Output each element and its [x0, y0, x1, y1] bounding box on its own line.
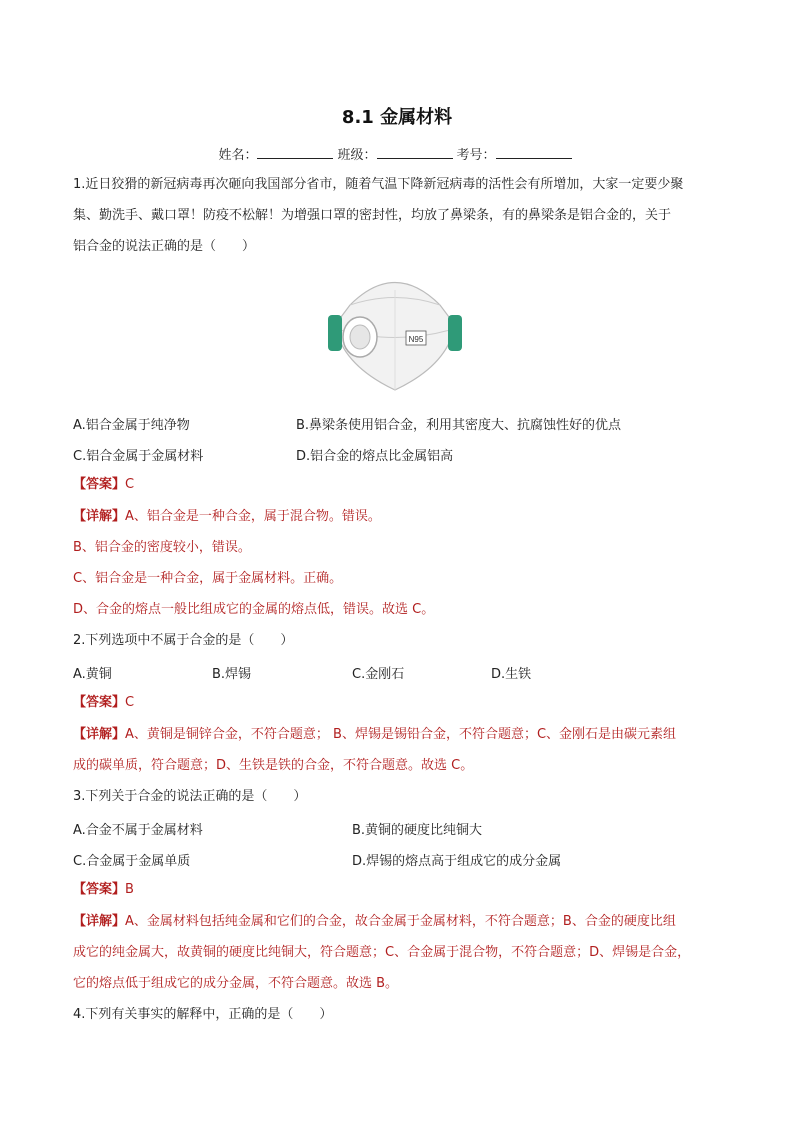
q2-answer — [73, 694, 733, 712]
q2-option-c: C.金刚石 — [352, 667, 405, 682]
q3-answer-tag: 【答案】 — [73, 882, 126, 897]
q1-stem-line-1: 1.近日狡猾的新冠病毒再次砸向我国部分省市，随着气温下降新冠病毒的活性会有所增加，大家一定要少聚 — [73, 177, 684, 192]
q2-detail-line-2: 成的碳单质，符合题意；D、生铁是铁的合金，不符合题意。故选 C。 — [73, 758, 474, 773]
name-blank — [257, 144, 333, 159]
q3-stem: 3.下列关于合金的说法正确的是（ ） — [73, 789, 307, 804]
q1-option-a: A.铝合金属于纯净物 — [73, 418, 190, 433]
q3-answer — [73, 881, 733, 899]
q2-option-d: D.生铁 — [491, 667, 532, 682]
q1-detail-line-3: C、铝合金是一种合金，属于金属材料。正确。 — [73, 571, 343, 586]
q3-detail-tag: 【详解】 — [73, 914, 126, 929]
class-blank — [377, 144, 453, 159]
q3-detail-line-3: 它的熔点低于组成它的成分金属，不符合题意。故选 B。 — [73, 976, 399, 991]
q2-option-b: B.焊锡 — [212, 667, 252, 682]
q2-detail-text-1: A、黄铜是铜锌合金，不符合题意； B、焊锡是锡铅合金，不符合题意；C、金刚石是由碳元素组 — [125, 727, 677, 742]
q1-detail-text-1: A、铝合金是一种合金，属于混合物。错误。 — [125, 509, 381, 524]
q3-option-a: A.合金不属于金属材料 — [73, 823, 203, 838]
student-info-line — [0, 144, 794, 163]
n95-mask-image — [320, 265, 470, 395]
q1-answer — [73, 476, 733, 494]
page-title: 8.1 金属材料 — [341, 107, 453, 128]
exam-blank — [496, 144, 572, 159]
q3-detail-text-1: A、金属材料包括纯金属和它们的合金，故合金属于金属材料，不符合题意；B、合金的硬度比组 — [125, 914, 676, 929]
q3-answer-value: B — [125, 882, 134, 897]
q2-detail-tag: 【详解】 — [73, 727, 126, 742]
q2-answer-value: C — [125, 695, 135, 710]
q3-detail-line-1 — [73, 913, 733, 931]
mask-n95-label: N95 — [408, 335, 424, 344]
q4-stem: 4.下列有关事实的解释中，正确的是（ ） — [73, 1007, 333, 1022]
q3-option-d: D.焊锡的熔点高于组成它的成分金属 — [352, 854, 562, 869]
exam-label: 考号： — [456, 148, 496, 163]
q2-stem: 2.下列选项中不属于合金的是（ ） — [73, 633, 294, 648]
name-label: 姓名： — [218, 148, 258, 163]
q2-answer-tag: 【答案】 — [73, 695, 126, 710]
q2-option-a: A.黄铜 — [73, 667, 112, 682]
q1-option-d: D.铝合金的熔点比金属铝高 — [296, 449, 454, 464]
q3-detail-line-2: 成它的纯金属大，故黄铜的硬度比纯铜大，符合题意；C、合金属于混合物，不符合题意；D、焊锡是合金， — [73, 945, 691, 960]
q1-option-c: C.铝合金属于金属材料 — [73, 449, 204, 464]
q1-detail-tag: 【详解】 — [73, 509, 126, 524]
q2-detail-line-1 — [73, 726, 733, 744]
q1-stem-line-3: 铝合金的说法正确的是（ ） — [73, 239, 256, 254]
q1-option-b: B.鼻梁条使用铝合金，利用其密度大、抗腐蚀性好的优点 — [296, 418, 622, 433]
q1-answer-value: C — [125, 477, 135, 492]
class-label: 班级： — [337, 148, 377, 163]
q1-detail-line-2: B、铝合金的密度较小，错误。 — [73, 540, 251, 555]
q1-detail-line-1 — [73, 508, 733, 526]
q1-answer-tag: 【答案】 — [73, 477, 126, 492]
q3-option-c: C.合金属于金属单质 — [73, 854, 191, 869]
q1-detail-line-4: D、合金的熔点一般比组成它的金属的熔点低，错误。故选 C。 — [73, 602, 435, 617]
q3-option-b: B.黄铜的硬度比纯铜大 — [352, 823, 483, 838]
q1-stem-line-2: 集、勤洗手、戴口罩！防疫不松解！为增强口罩的密封性，均放了鼻梁条，有的鼻梁条是铝合金的，关于 — [73, 208, 672, 223]
